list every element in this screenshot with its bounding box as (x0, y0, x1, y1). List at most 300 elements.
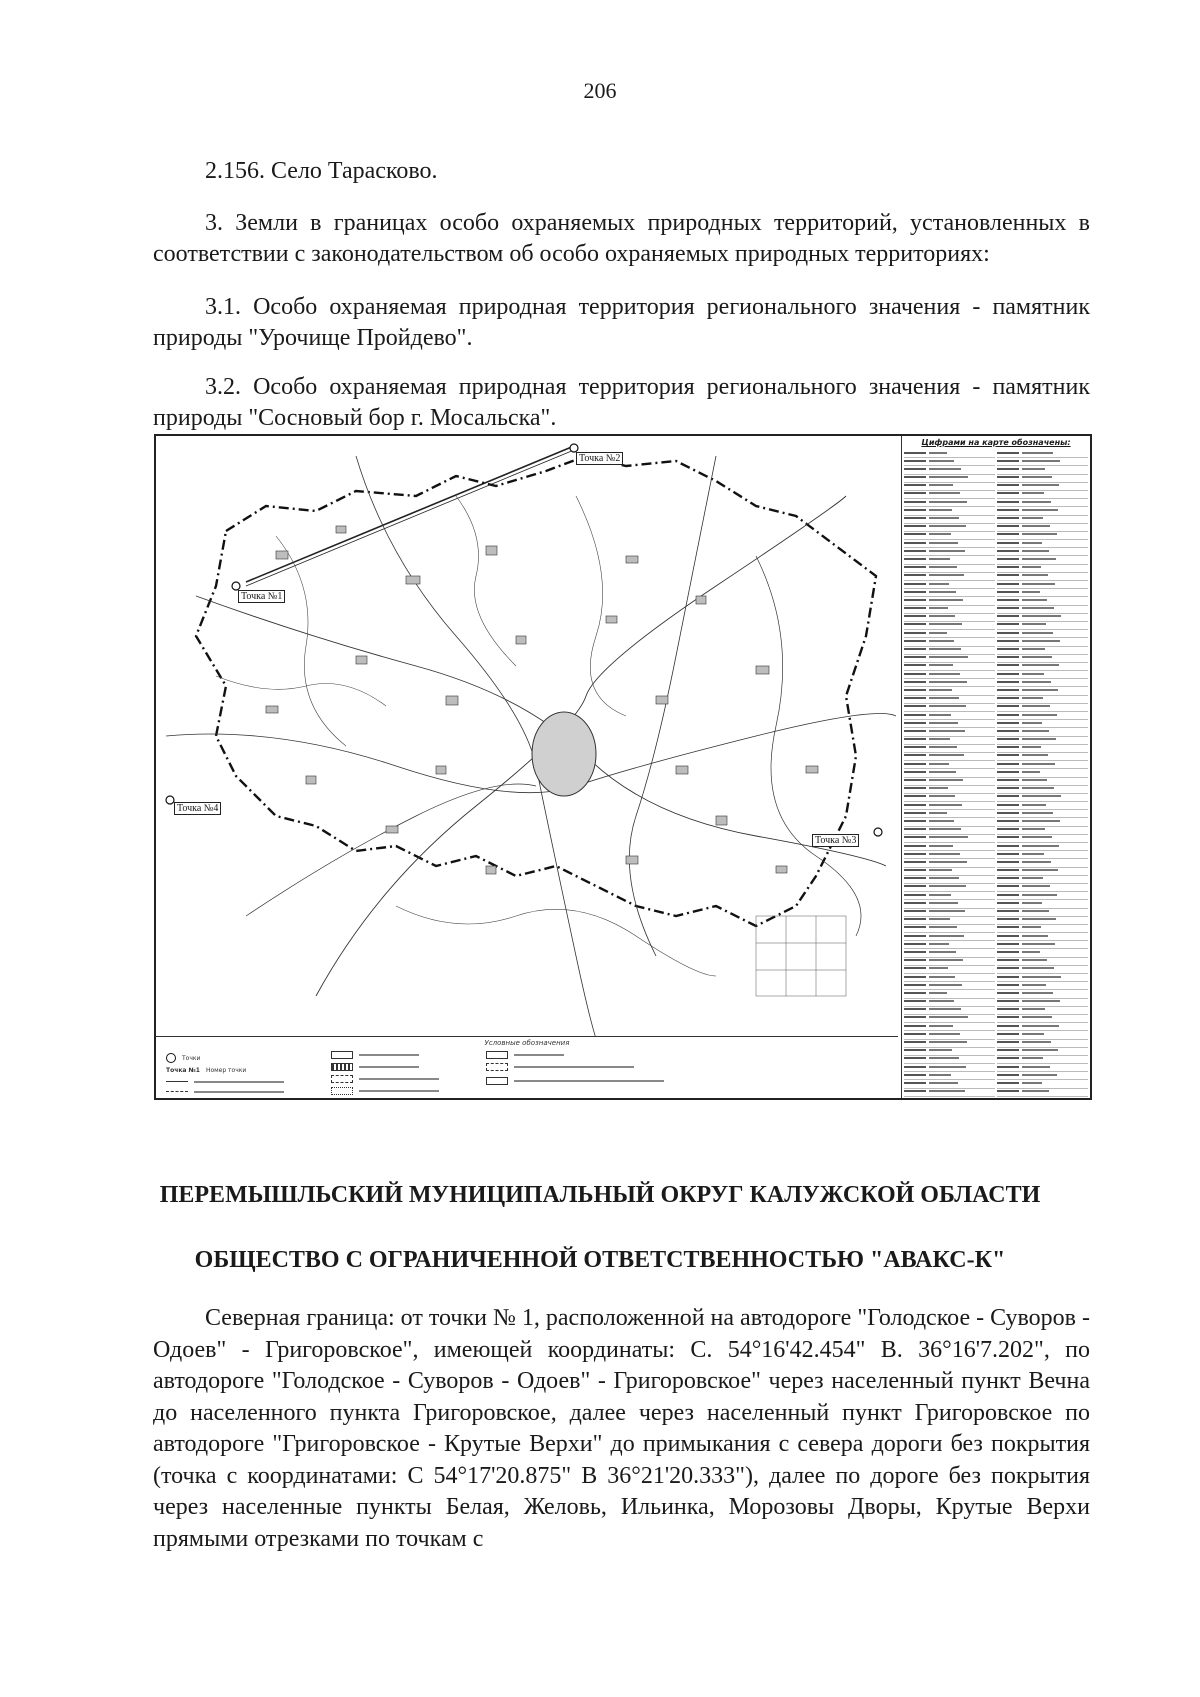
settlement-name-placeholder (929, 681, 967, 683)
settlement-name-placeholder (929, 591, 956, 593)
settlement-row (997, 761, 1088, 769)
settlement-type-placeholder (904, 992, 926, 994)
settlement-row (904, 663, 995, 671)
settlement-name-placeholder (929, 746, 957, 748)
settlement-name-placeholder (929, 902, 958, 904)
settlement-name-placeholder (929, 714, 951, 716)
settlement-type-placeholder (904, 648, 926, 650)
settlement-type-placeholder (904, 885, 926, 887)
district-heading: ПЕРЕМЫШЛЬСКИЙ МУНИЦИПАЛЬНЫЙ ОКРУГ КАЛУЖСКОЙ ОБЛАСТИ (159, 1182, 1041, 1208)
settlement-type-placeholder (904, 1025, 926, 1027)
settlement-row (997, 810, 1088, 818)
settlement-row (997, 647, 1088, 655)
legend-sym-3 (331, 1075, 439, 1083)
settlement-name-placeholder (1022, 992, 1053, 994)
settlement-name-placeholder (929, 517, 959, 519)
settlement-row (997, 933, 1088, 941)
settlement-type-placeholder (904, 738, 926, 740)
settlement-row (997, 868, 1088, 876)
settlement-row (997, 475, 1088, 483)
page-number: 206 (583, 78, 617, 103)
settlement-name-placeholder (929, 542, 958, 544)
settlement-type-placeholder (904, 1008, 926, 1010)
settlement-type-placeholder (997, 542, 1019, 544)
settlement-row (997, 1048, 1088, 1056)
settlement-type-placeholder (997, 992, 1019, 994)
settlement-name-placeholder (1022, 681, 1051, 683)
settlement-row (904, 671, 995, 679)
settlement-type-placeholder (997, 763, 1019, 765)
settlement-name-placeholder (1022, 779, 1047, 781)
settlement-type-placeholder (904, 722, 926, 724)
settlement-row (997, 450, 1088, 458)
settlement-type-placeholder (997, 1074, 1019, 1076)
settlement-row (997, 982, 1088, 990)
legend-sym-5 (486, 1051, 564, 1059)
legend-item-point: Точки (166, 1053, 200, 1063)
settlement-type-placeholder (997, 787, 1019, 789)
settlement-type-placeholder (997, 452, 1019, 454)
settlement-row (997, 827, 1088, 835)
settlement-row (997, 745, 1088, 753)
settlement-row (904, 647, 995, 655)
settlement-row (904, 1097, 995, 1098)
settlement-name-placeholder (929, 779, 963, 781)
settlement-name-placeholder (929, 476, 968, 478)
settlement-row (904, 597, 995, 605)
settlement-type-placeholder (904, 714, 926, 716)
settlement-type-placeholder (997, 525, 1019, 527)
settlement-row (904, 909, 995, 917)
settlement-name-placeholder (1022, 869, 1058, 871)
settlement-name-placeholder (929, 509, 952, 511)
settlement-row (904, 884, 995, 892)
settlement-name-placeholder (929, 623, 962, 625)
settlement-name-placeholder (1022, 648, 1045, 650)
settlements-table (901, 436, 1090, 1098)
settlement-row (904, 450, 995, 458)
settlement-row (997, 753, 1088, 761)
settlement-name-placeholder (929, 673, 960, 675)
settlement-name-placeholder (1022, 640, 1060, 642)
settlements-column-1 (904, 450, 995, 1098)
settlement-type-placeholder (904, 1033, 926, 1035)
settlement-row (997, 1089, 1088, 1097)
settlement-type-placeholder (997, 673, 1019, 675)
settlement-row (904, 941, 995, 949)
settlement-type-placeholder (997, 689, 1019, 691)
settlement-type-placeholder (904, 845, 926, 847)
settlement-type-placeholder (997, 828, 1019, 830)
settlement-name-placeholder (1022, 1082, 1042, 1084)
settlement-name-placeholder (1022, 460, 1060, 462)
settlement-row (904, 630, 995, 638)
legend-title: Условные обозначения (484, 1039, 570, 1047)
settlement-row (997, 720, 1088, 728)
settlement-name-placeholder (1022, 501, 1051, 503)
settlement-row (997, 671, 1088, 679)
settlement-row (997, 1064, 1088, 1072)
settlement-row (997, 556, 1088, 564)
settlement-row (997, 925, 1088, 933)
settlement-row (904, 540, 995, 548)
settlement-type-placeholder (997, 697, 1019, 699)
settlement-type-placeholder (904, 697, 926, 699)
settlement-type-placeholder (904, 820, 926, 822)
settlement-row (904, 958, 995, 966)
settlement-row (997, 737, 1088, 745)
item-3-1: 3.1. Особо охраняемая природная территория регионального значения - памятник природы "Урочище Пройдево". (153, 294, 1090, 351)
settlement-row (904, 687, 995, 695)
settlement-name-placeholder (1022, 632, 1053, 634)
settlement-type-placeholder (997, 804, 1019, 806)
settlement-row (904, 704, 995, 712)
map-legend (156, 1036, 898, 1098)
settlement-type-placeholder (904, 967, 926, 969)
settlement-row (997, 589, 1088, 597)
settlement-name-placeholder (929, 615, 955, 617)
settlement-type-placeholder (997, 894, 1019, 896)
settlement-type-placeholder (997, 574, 1019, 576)
settlement-type-placeholder (997, 681, 1019, 683)
settlement-row (904, 769, 995, 777)
settlement-row (904, 786, 995, 794)
settlement-type-placeholder (997, 476, 1019, 478)
settlement-row (997, 958, 1088, 966)
settlement-type-placeholder (997, 779, 1019, 781)
settlement-name-placeholder (1022, 926, 1041, 928)
settlement-row (904, 1031, 995, 1039)
point-marker-icon (166, 1053, 176, 1063)
settlement-type-placeholder (997, 738, 1019, 740)
settlement-type-placeholder (997, 460, 1019, 462)
settlement-type-placeholder (997, 984, 1019, 986)
settlement-type-placeholder (904, 476, 926, 478)
settlement-row (904, 483, 995, 491)
settlement-type-placeholder (904, 673, 926, 675)
settlement-name-placeholder (929, 656, 968, 658)
settlement-name-placeholder (929, 1049, 952, 1051)
settlement-type-placeholder (904, 869, 926, 871)
settlement-type-placeholder (997, 910, 1019, 912)
settlement-row (997, 990, 1088, 998)
settlement-name-placeholder (1022, 1057, 1043, 1059)
settlement-name-placeholder (929, 689, 952, 691)
settlement-row (997, 491, 1088, 499)
settlement-type-placeholder (904, 460, 926, 462)
settlement-name-placeholder (929, 1016, 968, 1018)
settlement-row (904, 778, 995, 786)
settlement-row (997, 499, 1088, 507)
settlement-type-placeholder (904, 468, 926, 470)
settlement-name-placeholder (929, 648, 961, 650)
settlement-row (997, 974, 1088, 982)
settlement-row (997, 818, 1088, 826)
settlement-name-placeholder (929, 763, 949, 765)
settlement-row (997, 597, 1088, 605)
settlement-row (997, 663, 1088, 671)
settlement-type-placeholder (904, 558, 926, 560)
settlement-type-placeholder (997, 722, 1019, 724)
legend-line-2 (166, 1091, 284, 1093)
settlement-name-placeholder (1022, 705, 1050, 707)
settlement-name-placeholder (1022, 550, 1049, 552)
settlement-type-placeholder (997, 484, 1019, 486)
settlement-row (904, 990, 995, 998)
settlement-name-placeholder (929, 607, 948, 609)
settlement-name-placeholder (1022, 664, 1059, 666)
settlement-name-placeholder (929, 828, 961, 830)
item-2-156: 2.156. Село Тарасково. (205, 158, 438, 184)
settlement-name-placeholder (929, 787, 948, 789)
settlement-row (904, 917, 995, 925)
settlement-name-placeholder (929, 583, 949, 585)
settlement-name-placeholder (1022, 1016, 1052, 1018)
settlement-row (904, 491, 995, 499)
settlement-type-placeholder (904, 787, 926, 789)
settlement-name-placeholder (929, 795, 955, 797)
settlement-name-placeholder (929, 566, 957, 568)
settlement-row (997, 949, 1088, 957)
settlement-row (904, 835, 995, 843)
settlement-name-placeholder (929, 574, 964, 576)
settlement-row (904, 532, 995, 540)
settlement-type-placeholder (904, 681, 926, 683)
settlement-row (904, 745, 995, 753)
settlement-row (997, 1023, 1088, 1031)
settlement-type-placeholder (997, 533, 1019, 535)
settlement-type-placeholder (904, 754, 926, 756)
settlement-name-placeholder (1022, 951, 1040, 953)
settlement-row (997, 900, 1088, 908)
settlement-row (997, 704, 1088, 712)
settlement-type-placeholder (904, 836, 926, 838)
settlement-name-placeholder (1022, 918, 1056, 920)
settlement-name-placeholder (929, 1025, 953, 1027)
settlement-name-placeholder (1022, 689, 1058, 691)
settlement-name-placeholder (929, 722, 958, 724)
settlement-row (997, 630, 1088, 638)
settlement-type-placeholder (904, 607, 926, 609)
settlement-row (904, 1023, 995, 1031)
settlement-type-placeholder (997, 967, 1019, 969)
settlement-name-placeholder (929, 992, 947, 994)
item-3-2: 3.2. Особо охраняемая природная территория регионального значения - памятник природы "Сосновый бор г. Мосальска". (153, 374, 1090, 431)
settlement-type-placeholder (904, 935, 926, 937)
settlement-type-placeholder (904, 689, 926, 691)
settlement-name-placeholder (1022, 967, 1054, 969)
settlement-row (904, 507, 995, 515)
settlement-row (997, 1031, 1088, 1039)
settlement-name-placeholder (929, 1041, 967, 1043)
settlement-type-placeholder (904, 804, 926, 806)
settlements-table-columns (902, 450, 1090, 1098)
settlement-name-placeholder (929, 894, 951, 896)
settlement-type-placeholder (997, 943, 1019, 945)
settlement-row (997, 892, 1088, 900)
settlement-name-placeholder (929, 501, 967, 503)
settlement-type-placeholder (904, 943, 926, 945)
settlement-name-placeholder (1022, 959, 1047, 961)
settlement-row (997, 1015, 1088, 1023)
settlement-row (997, 622, 1088, 630)
company-heading: ОБЩЕСТВО С ОГРАНИЧЕННОЙ ОТВЕТСТВЕННОСТЬЮ "АВАКС-К" (194, 1247, 1006, 1273)
settlement-row (997, 1007, 1088, 1015)
legend-sym-7 (486, 1077, 664, 1085)
settlement-name-placeholder (1022, 795, 1061, 797)
settlement-row (904, 843, 995, 851)
settlement-type-placeholder (997, 836, 1019, 838)
settlement-row (997, 917, 1088, 925)
settlement-type-placeholder (997, 754, 1019, 756)
settlement-row (997, 728, 1088, 736)
settlement-type-placeholder (997, 976, 1019, 978)
settlement-type-placeholder (997, 623, 1019, 625)
settlement-name-placeholder (1022, 1049, 1058, 1051)
settlement-row (904, 458, 995, 466)
settlement-name-placeholder (1022, 828, 1045, 830)
settlement-row (997, 606, 1088, 614)
settlement-name-placeholder (929, 1066, 966, 1068)
settlement-type-placeholder (904, 861, 926, 863)
settlement-type-placeholder (904, 583, 926, 585)
settlement-name-placeholder (929, 877, 959, 879)
settlement-name-placeholder (1022, 492, 1044, 494)
settlement-name-placeholder (929, 926, 957, 928)
settlement-type-placeholder (997, 1090, 1019, 1092)
settlement-name-placeholder (1022, 836, 1052, 838)
settlement-row (904, 1080, 995, 1088)
settlement-name-placeholder (1022, 738, 1056, 740)
settlement-type-placeholder (997, 926, 1019, 928)
settlement-row (904, 516, 995, 524)
settlement-row (997, 532, 1088, 540)
settlement-row (997, 884, 1088, 892)
settlement-name-placeholder (929, 804, 962, 806)
settlement-type-placeholder (904, 730, 926, 732)
settlement-row (997, 516, 1088, 524)
settlement-type-placeholder (904, 795, 926, 797)
settlement-name-placeholder (1022, 574, 1048, 576)
settlement-type-placeholder (904, 951, 926, 953)
legend-sym-4 (331, 1087, 439, 1095)
settlement-row (997, 507, 1088, 515)
settlement-row (904, 1040, 995, 1048)
settlement-name-placeholder (929, 869, 952, 871)
settlement-type-placeholder (904, 910, 926, 912)
settlement-row (997, 802, 1088, 810)
settlement-type-placeholder (997, 583, 1019, 585)
settlement-type-placeholder (997, 869, 1019, 871)
settlement-name-placeholder (929, 697, 959, 699)
settlement-row (997, 876, 1088, 884)
settlement-name-placeholder (1022, 517, 1043, 519)
settlement-type-placeholder (997, 935, 1019, 937)
settlement-type-placeholder (904, 959, 926, 961)
settlement-type-placeholder (997, 558, 1019, 560)
settlement-row (997, 655, 1088, 663)
settlement-name-placeholder (1022, 787, 1054, 789)
settlement-name-placeholder (929, 976, 955, 978)
settlement-row (997, 835, 1088, 843)
settlement-name-placeholder (1022, 542, 1042, 544)
settlement-row (904, 679, 995, 687)
settlement-row (997, 778, 1088, 786)
legend-item-point-number: Точка №1 Номер точки (166, 1067, 247, 1074)
settlement-row (997, 679, 1088, 687)
settlement-type-placeholder (997, 853, 1019, 855)
settlement-type-placeholder (997, 861, 1019, 863)
settlement-row (904, 606, 995, 614)
settlement-row (997, 859, 1088, 867)
settlement-name-placeholder (1022, 763, 1055, 765)
settlement-row (904, 818, 995, 826)
settlement-row (904, 1007, 995, 1015)
settlement-name-placeholder (1022, 902, 1042, 904)
settlement-type-placeholder (904, 492, 926, 494)
settlement-type-placeholder (904, 812, 926, 814)
settlement-type-placeholder (997, 509, 1019, 511)
settlement-row (997, 524, 1088, 532)
settlement-row (904, 556, 995, 564)
settlement-type-placeholder (997, 959, 1019, 961)
settlement-type-placeholder (997, 795, 1019, 797)
settlement-row (997, 769, 1088, 777)
settlement-type-placeholder (997, 771, 1019, 773)
settlement-row (904, 728, 995, 736)
settlement-type-placeholder (997, 1049, 1019, 1051)
settlement-row (904, 892, 995, 900)
settlement-row (904, 548, 995, 556)
settlement-type-placeholder (904, 1066, 926, 1068)
settlement-type-placeholder (997, 517, 1019, 519)
settlement-type-placeholder (997, 615, 1019, 617)
settlement-type-placeholder (997, 501, 1019, 503)
settlement-name-placeholder (929, 525, 966, 527)
settlement-type-placeholder (997, 664, 1019, 666)
settlement-row (997, 786, 1088, 794)
settlement-type-placeholder (997, 607, 1019, 609)
settlement-name-placeholder (929, 640, 954, 642)
settlement-name-placeholder (1022, 623, 1046, 625)
settlement-type-placeholder (904, 746, 926, 748)
settlement-name-placeholder (1022, 452, 1053, 454)
settlement-name-placeholder (1022, 1090, 1049, 1092)
settlement-name-placeholder (1022, 910, 1049, 912)
settlement-name-placeholder (929, 984, 962, 986)
settlement-type-placeholder (904, 1057, 926, 1059)
settlement-type-placeholder (997, 714, 1019, 716)
settlement-type-placeholder (904, 599, 926, 601)
settlement-row (997, 548, 1088, 556)
settlement-type-placeholder (904, 779, 926, 781)
settlement-name-placeholder (1022, 583, 1055, 585)
settlement-name-placeholder (1022, 746, 1041, 748)
settlement-name-placeholder (929, 967, 948, 969)
settlement-name-placeholder (929, 910, 965, 912)
settlement-type-placeholder (997, 877, 1019, 879)
settlement-row (997, 687, 1088, 695)
settlement-name-placeholder (929, 935, 964, 937)
settlement-row (997, 614, 1088, 622)
settlement-name-placeholder (929, 812, 947, 814)
settlement-type-placeholder (904, 976, 926, 978)
settlement-type-placeholder (904, 509, 926, 511)
settlement-row (997, 581, 1088, 589)
point-2-label: Точка №2 (576, 452, 623, 465)
settlement-type-placeholder (904, 566, 926, 568)
settlement-name-placeholder (929, 558, 950, 560)
